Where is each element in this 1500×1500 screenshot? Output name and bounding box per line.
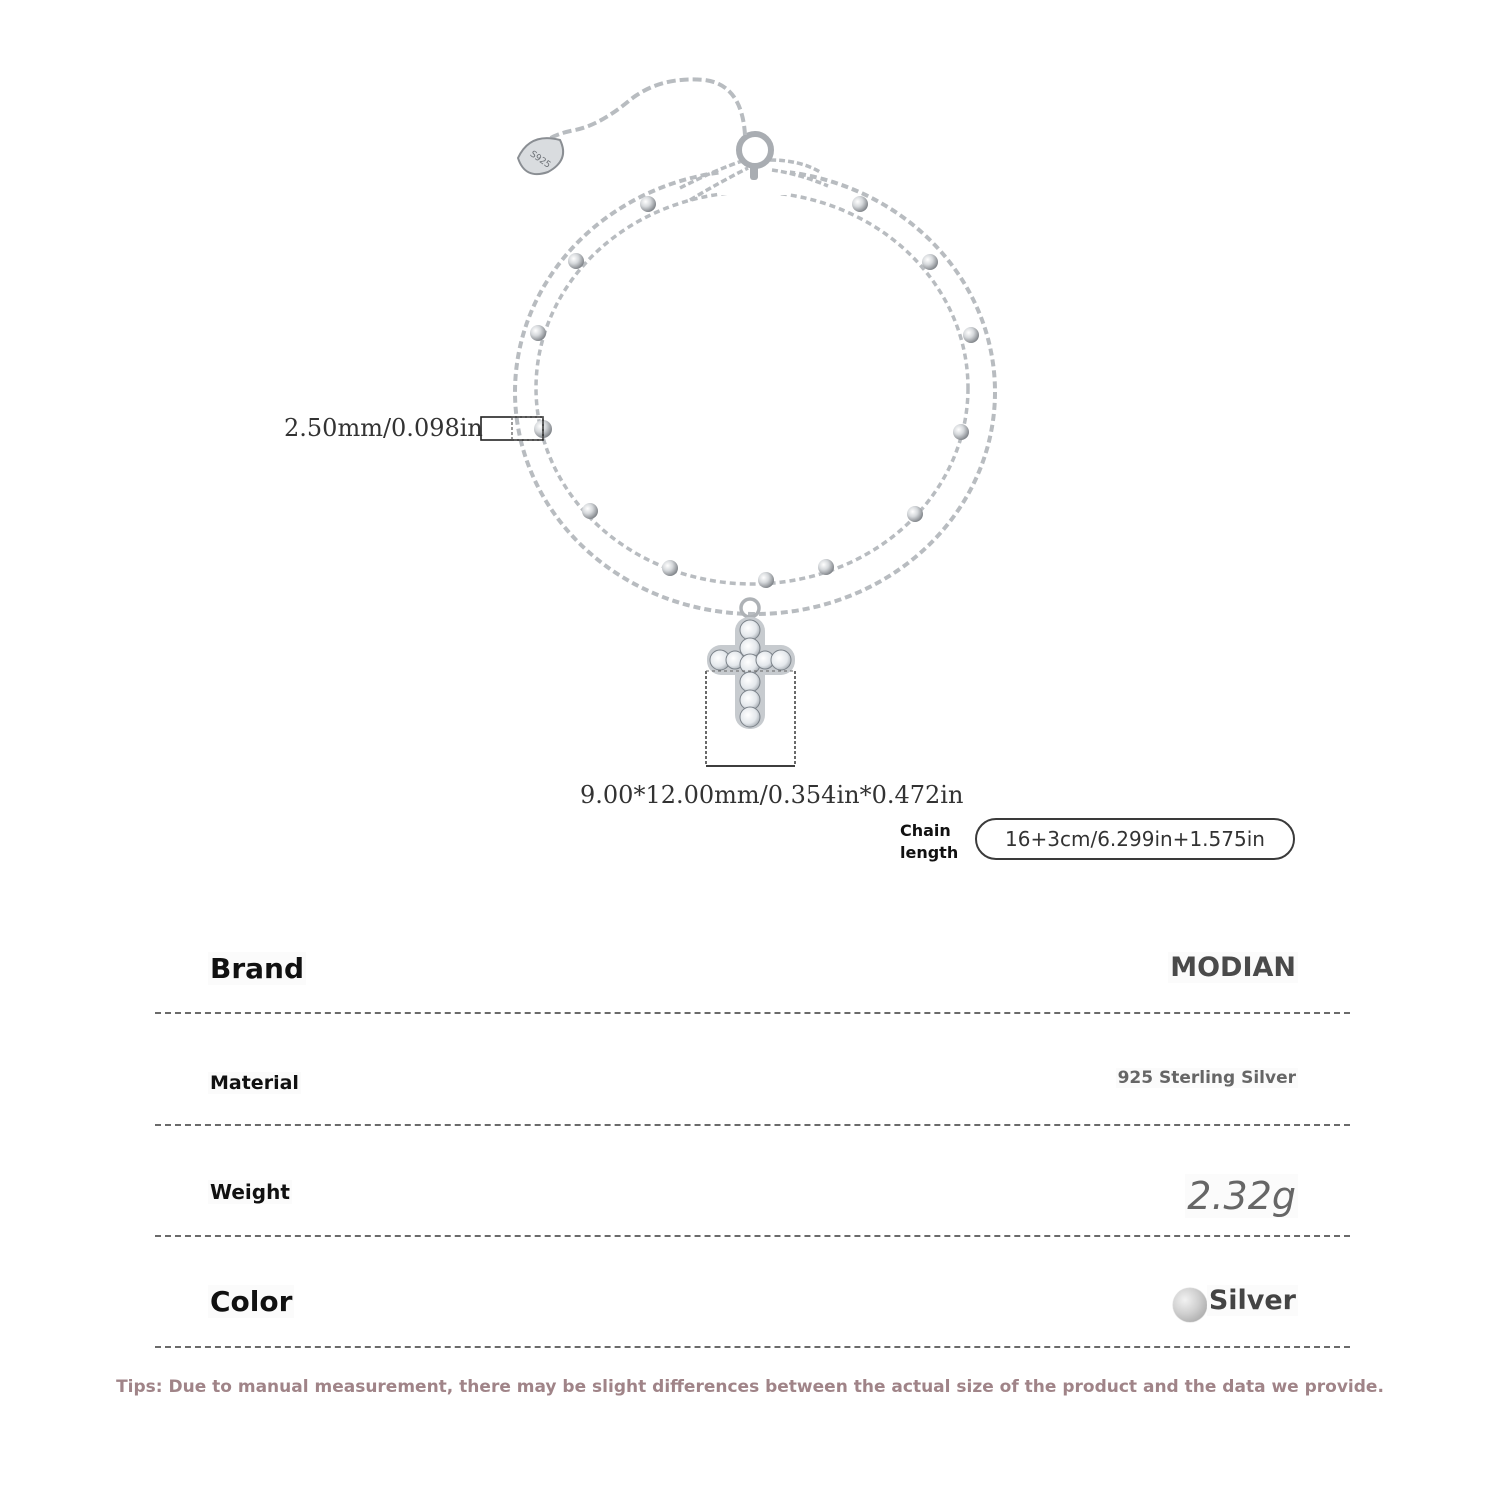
bead [758,572,774,588]
outer-chain [515,170,995,614]
color-label: Color [210,1285,293,1318]
bead [640,196,656,212]
chain-length-value-text: 16+3cm/6.299in+1.575in [1005,827,1265,851]
chain-length-label-line2: length [900,843,959,862]
weight-label: Weight [210,1180,290,1204]
spec-row-color [155,1237,1350,1348]
brand-label: Brand [210,952,305,985]
bead [530,325,546,341]
bead [907,506,923,522]
extender-chain [548,79,745,140]
spec-row-weight [155,1126,1350,1237]
chain-length-label-line1: Chain [900,821,951,840]
silver-color-swatch [1173,1288,1207,1322]
bead [953,424,969,440]
bead [582,503,598,519]
spec-row-material [155,1014,1350,1126]
material-label: Material [210,1072,299,1094]
bead [662,560,678,576]
bead [963,327,979,343]
weight-value: 2.32g [1187,1174,1296,1218]
pendant-size-label: 9.00*12.00mm/0.354in*0.472in [580,781,964,809]
cross-pendant [707,617,795,729]
tag-stamp: S925 [527,149,553,171]
material-value: 925 Sterling Silver [1117,1068,1296,1088]
bead [818,559,834,575]
spec-row-brand [155,930,1350,1014]
bead-dimension-marker [481,417,543,440]
bead [568,253,584,269]
bead [922,254,938,270]
bead-size-label: 2.50mm/0.098in [284,414,483,442]
chain-length-value [975,818,1295,860]
s925-tag [518,138,563,174]
brand-value: MODIAN [1170,952,1296,983]
satellite-beads [530,196,979,588]
color-value: Silver [1208,1285,1296,1316]
measurement-tips: Tips: Due to manual measurement, there may be slight differences between the actual size of the product and the data we provide. [116,1377,1384,1397]
inner-chain [536,192,968,584]
bead [852,196,868,212]
